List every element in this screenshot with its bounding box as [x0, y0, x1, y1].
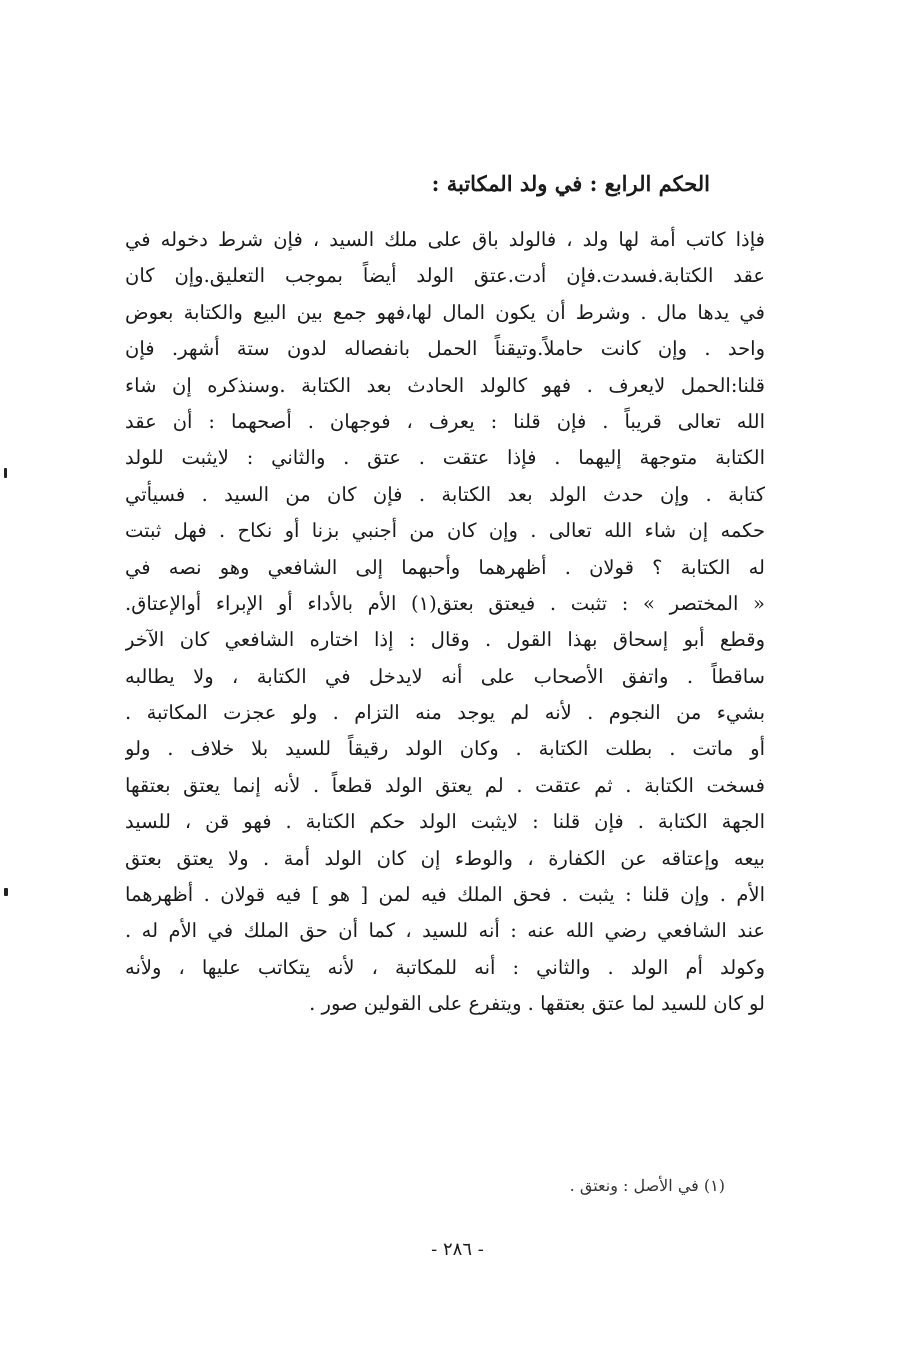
text-line: عند الشافعي رضي الله عنه : أنه للسيد ، كما أن حق الملك في الأم له . — [125, 919, 765, 943]
text-line: في يدها مال . وشرط أن يكون المال لها،فهو جمع بين البيع والكتابة بعوض — [125, 300, 765, 324]
text-line: فسخت الكتابة . ثم عتقت . لم يعتق الولد قطعاً . لأنه إنما يعتق بعتقها — [125, 773, 765, 797]
text-line: فإذا كاتب أمة لها ولد ، فالولد باق على ملك السيد ، فإن شرط دخوله في — [125, 228, 765, 251]
text-line: له الكتابة ؟ قولان . أظهرهما وأحبهما إلى الشافعي وهو نصه في — [125, 555, 765, 579]
text-line: عقد الكتابة.فسدت.فإن أدت.عتق الولد أيضاً بموجب التعليق.وإن كان — [125, 264, 765, 288]
text-line: أو ماتت . بطلت الكتابة . وكان الولد رقيقاً للسيد بلا خلاف . ولو — [125, 737, 765, 761]
text-line: الله تعالى قريباً . فإن قلنا : يعرف ، فوجهان . أصحهما : أن عقد — [125, 409, 765, 433]
text-line: ساقطاً . واتفق الأصحاب على أنه لايدخل في الكتابة ، ولا يطالبه — [125, 664, 765, 688]
text-line: الكتابة متوجهة إليهما . فإذا عتقت . عتق . والثاني : لايثبت للولد — [125, 446, 765, 470]
text-line: واحد . وإن كانت حاملاً.وتيقناً الحمل بانفصاله لدون ستة أشهر. فإن — [125, 337, 765, 361]
text-line: بيعه وإعتاقه عن الكفارة ، والوطء إن كان الولد أمة . ولا يعتق بعتق — [125, 846, 765, 870]
body-paragraph — [125, 222, 765, 1023]
text-line: قلنا:الحمل لايعرف . فهو كالولد الحادث بعد الكتابة .وسنذكره إن شاء — [125, 373, 765, 397]
text-line: الأم . وإن قلنا : يثبت . فحق الملك فيه لمن [ هو ] فيه قولان . أظهرهما — [125, 883, 765, 907]
text-line: لو كان للسيد لما عتق بعتقها . ويتفرع على القولين صور . — [309, 992, 765, 1016]
footnote: (١) في الأصل : ونعتق . — [569, 1176, 725, 1195]
scan-edge-mark — [4, 468, 7, 478]
text-line: بشيء من النجوم . لأنه لم يوجد منه التزام . ولو عجزت المكاتبة . — [125, 701, 765, 725]
text-line: الجهة الكتابة . فإن قلنا : لايثبت الولد حكم الكتابة . فهو قن ، للسيد — [125, 810, 765, 834]
text-line: حكمه إن شاء الله تعالى . وإن كان من أجنبي بزنا أو نكاح . فهل ثبتت — [125, 519, 765, 543]
text-line: كتابة . وإن حدث الولد بعد الكتابة . فإن كان من السيد . فسيأتي — [125, 482, 765, 506]
scan-edge-mark — [4, 888, 8, 896]
page-number: - ٢٨٦ - — [431, 1239, 484, 1260]
text-line: « المختصر » : تثبت . فيعتق بعتق(١) الأم بالأداء أو الإبراء أوالإعتاق. — [125, 591, 765, 615]
text-line: وقطع أبو إسحاق بهذا القول . وقال : إذا اختاره الشافعي كان الآخر — [125, 628, 765, 652]
text-line: وكولد أم الولد . والثاني : أنه للمكاتبة ، لأنه يتكاتب عليها ، ولأنه — [125, 955, 765, 979]
section-heading: الحكم الرابع : في ولد المكاتبة : — [431, 171, 710, 196]
